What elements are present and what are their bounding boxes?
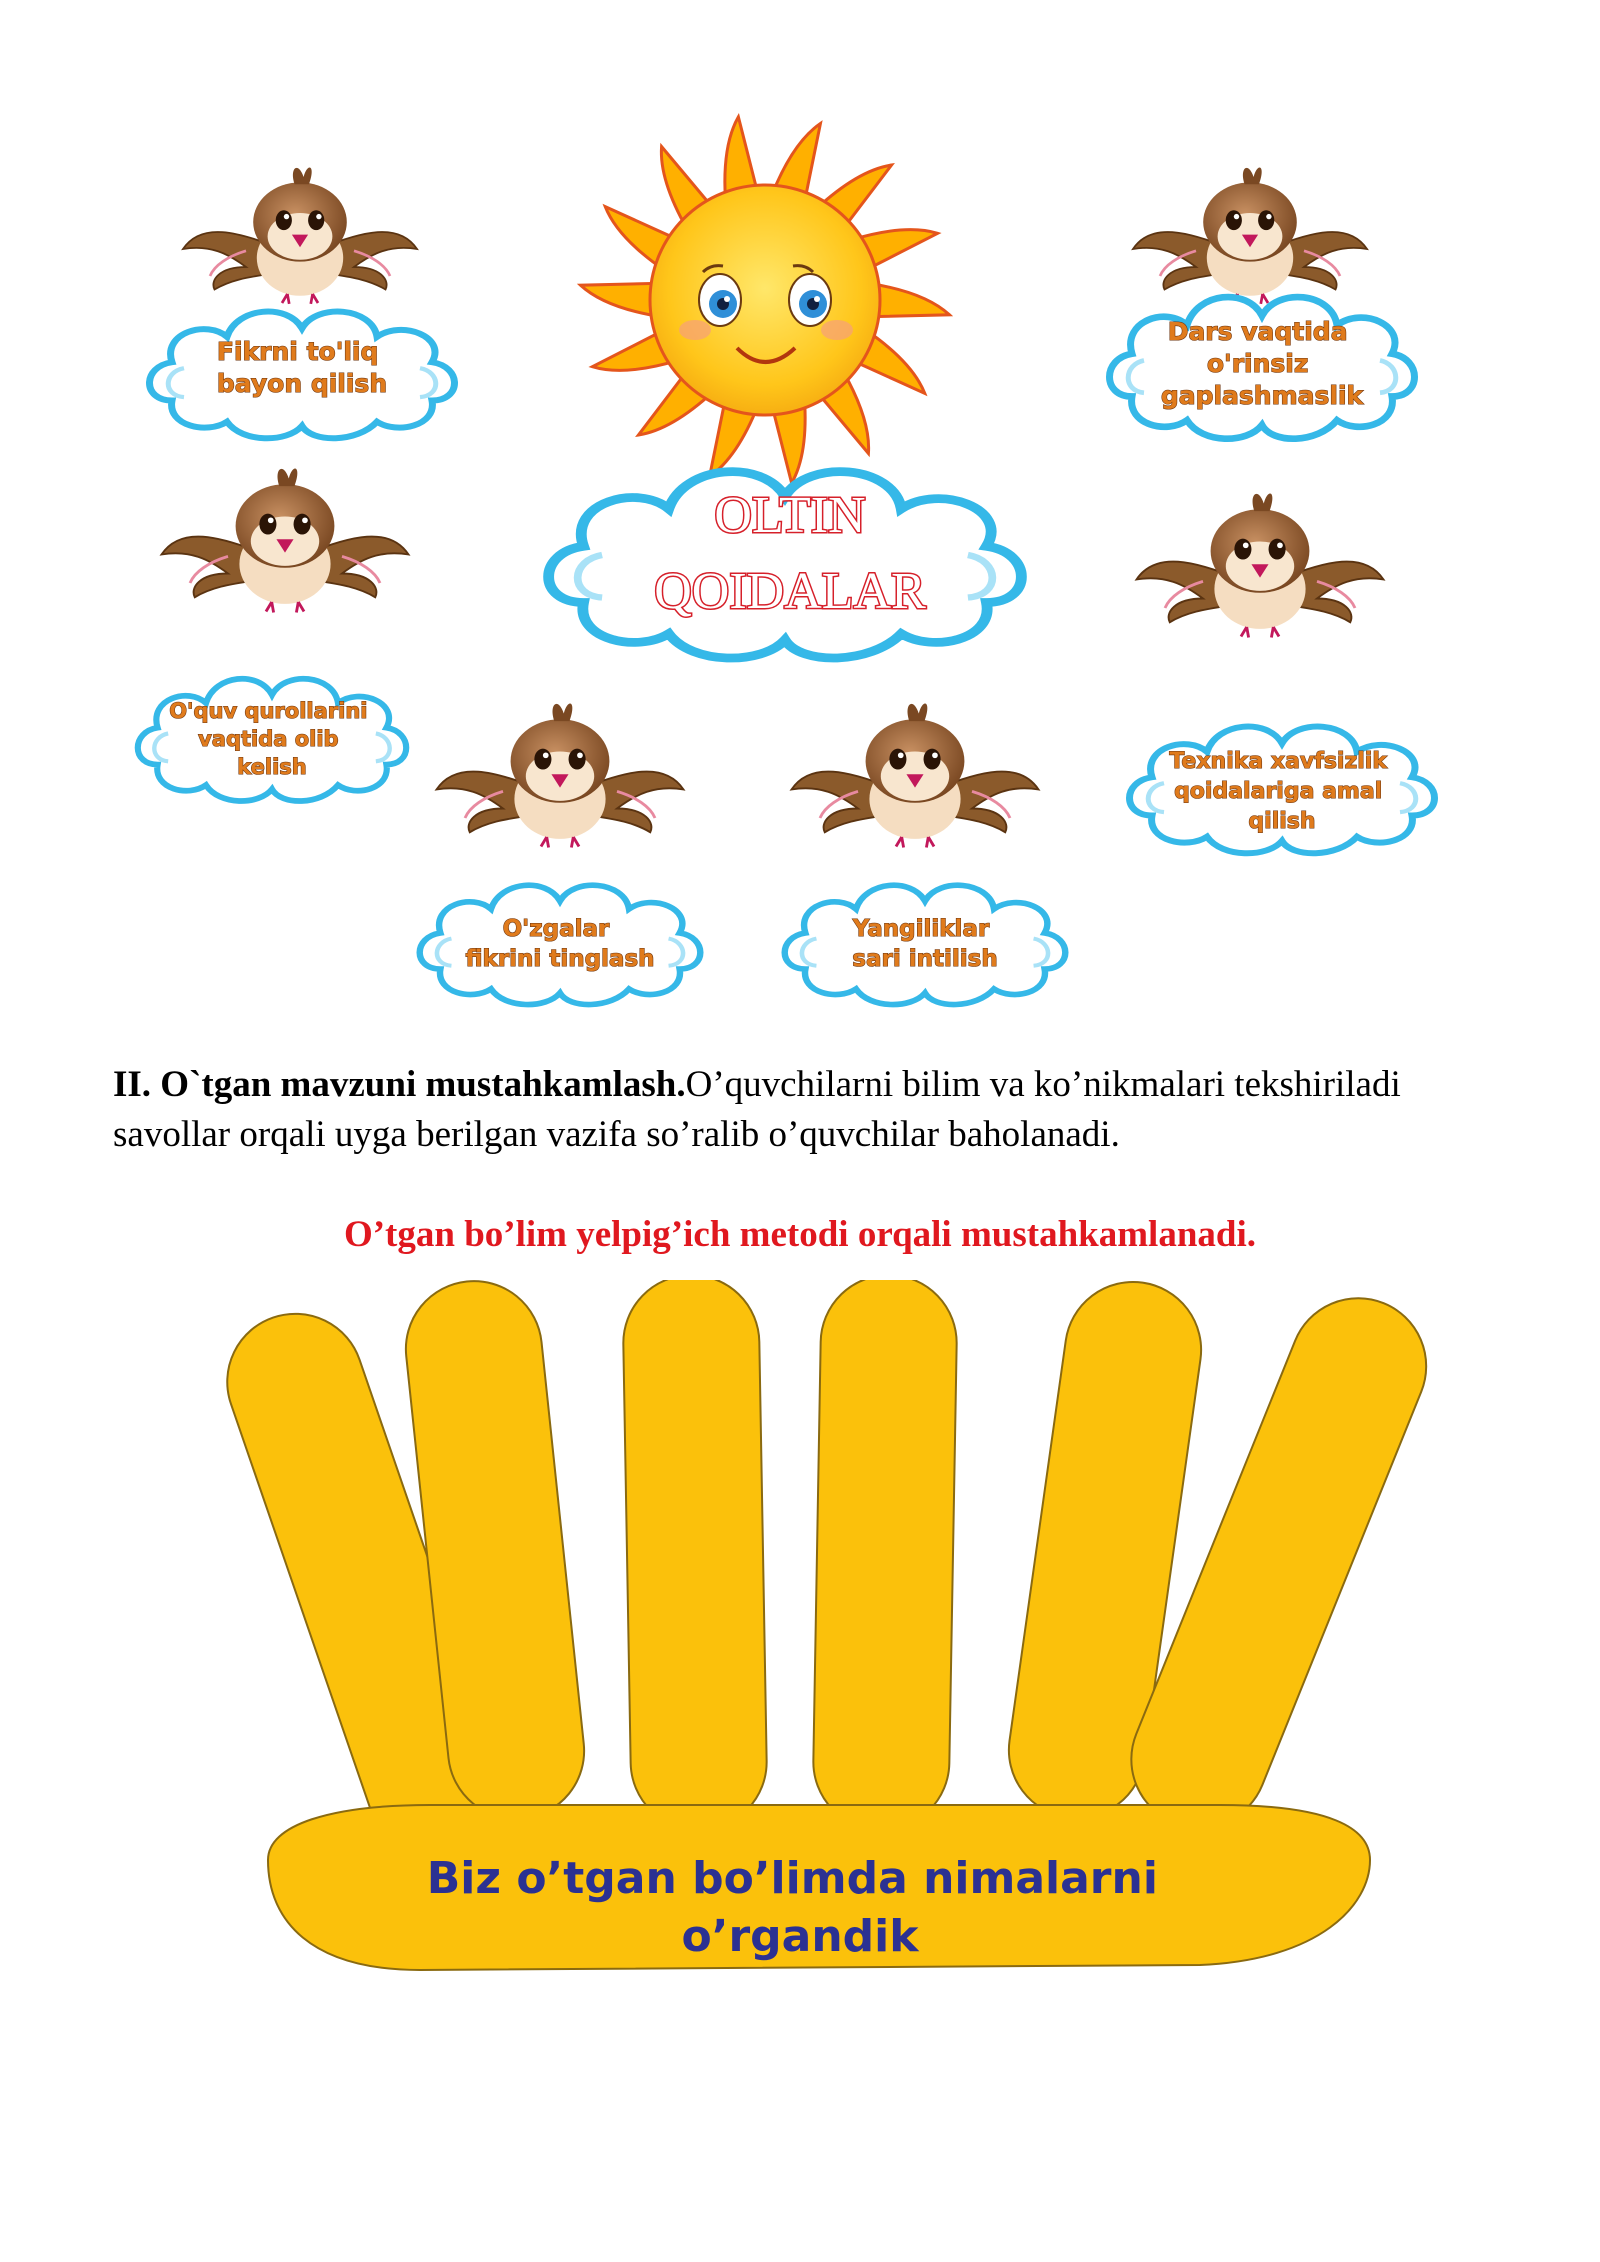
section-body: O’quvchilarni bilim va ko’nikmalari tekshiriladi savollar orqali uyga berilgan vazifa so’ralib o’quvchilar baholanadi. <box>113 1064 1401 1155</box>
fan-blade-4 <box>812 1280 958 1831</box>
method-line: O’tgan bo’lim yelpig’ich metodi orqali mustahkamlanadi. <box>343 1214 1257 1255</box>
rule-5-line-1: O'zgalar <box>502 916 610 942</box>
rule-4-line-2: qoidalariga amal <box>1174 779 1383 804</box>
bird-mid-left <box>162 469 409 613</box>
rule-3-line-2: vaqtida olib <box>198 727 339 751</box>
rule-2-line-1: Dars vaqtida <box>1167 317 1348 346</box>
bird-top-left <box>183 168 417 304</box>
rule-5-line-2: fikrini tinglash <box>465 946 655 972</box>
rule-2-line-3: gaplashmaslik <box>1160 381 1364 410</box>
rule-3-line-1: O'quv qurollarini <box>169 699 368 723</box>
rule-1-line-1: Fikrni to'liq <box>216 337 379 366</box>
rule-cloud-1 <box>150 312 455 439</box>
rule-2-line-2: o'rinsiz <box>1206 349 1309 378</box>
sun-illustration <box>581 117 950 483</box>
rule-cloud-2 <box>1110 297 1415 439</box>
fan-caption-line-1: Biz o’tgan bo’limda nimalarni <box>426 1853 1158 1904</box>
rule-4-line-3: qilish <box>1248 809 1316 834</box>
rule-6-line-1: Yangiliklar <box>852 916 990 942</box>
rule-cloud-4 <box>1130 727 1435 854</box>
golden-rules-illustration <box>0 0 1600 1060</box>
section-paragraph <box>113 1060 1453 1160</box>
title-line-1: OLTIN <box>714 487 866 544</box>
fan-method-diagram <box>0 1280 1600 2020</box>
title-line-2: QOIDALAR <box>654 563 926 620</box>
rule-cloud-6 <box>785 885 1066 1004</box>
rule-3-line-3: kelish <box>237 755 307 779</box>
bird-bottom-right <box>792 704 1039 848</box>
bird-bottom-left <box>437 704 684 848</box>
fan-caption-line-2: o’rgandik <box>681 1911 919 1962</box>
fan-blade-3 <box>622 1280 768 1831</box>
rule-6-line-2: sari intilish <box>852 946 998 972</box>
rule-4-line-1: Texnika xavfsizlik <box>1169 749 1387 774</box>
bird-top-right <box>1133 168 1367 304</box>
rule-cloud-3 <box>138 679 406 801</box>
section-heading: II. O`tgan mavzuni mustahkamlash. <box>113 1064 686 1105</box>
rule-cloud-5 <box>420 885 701 1004</box>
rule-1-line-2: bayon qilish <box>216 369 388 398</box>
bird-mid-right <box>1137 494 1384 638</box>
